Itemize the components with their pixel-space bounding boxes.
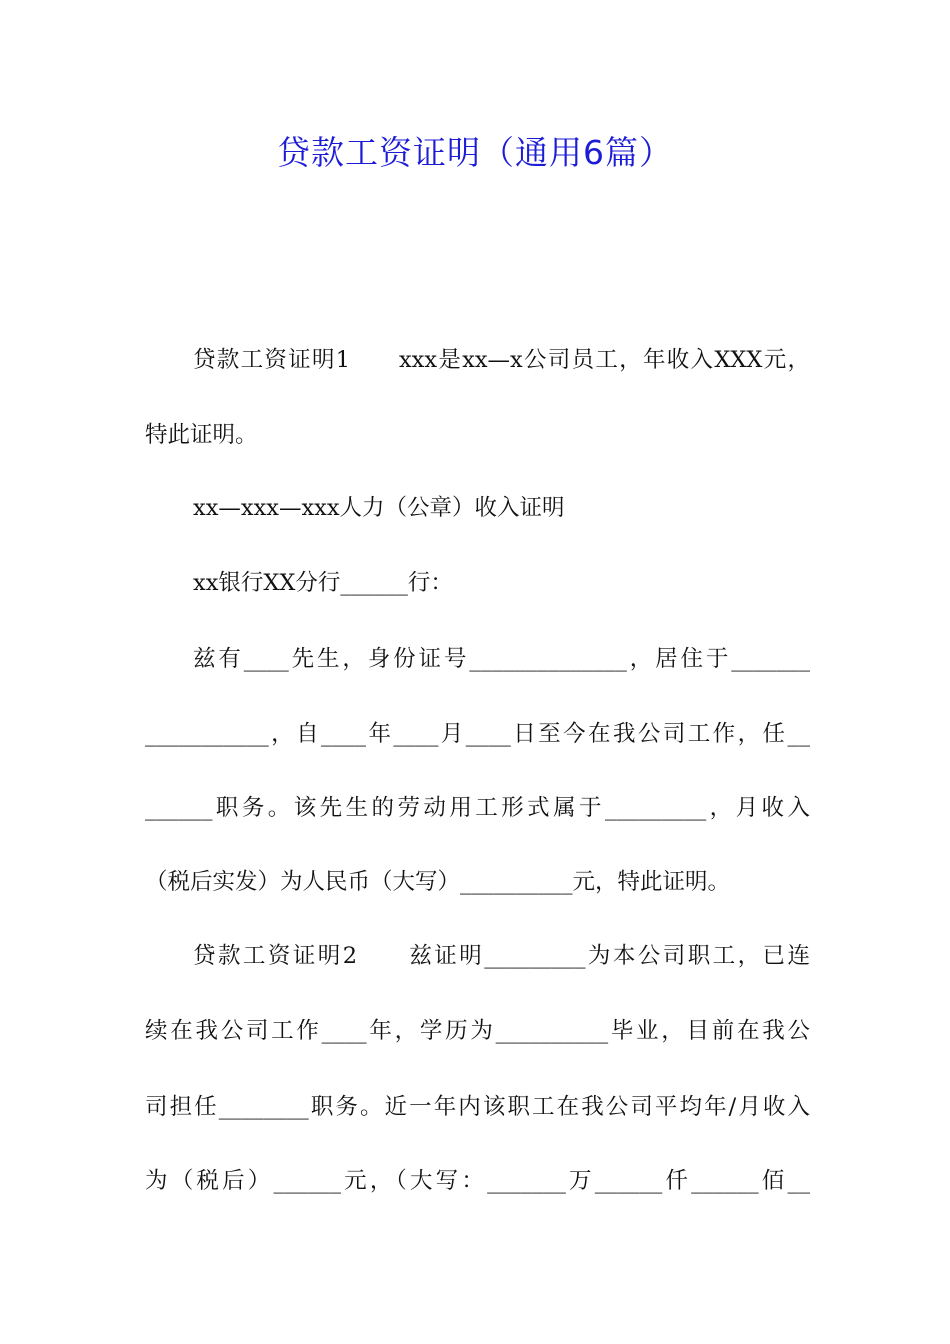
paragraph-line: 司担任________职务。近一年内该职工在我公司平均年/月收入: [145, 1094, 810, 1120]
paragraph-line: xx—xxx—xxx人力（公章）收入证明: [193, 495, 565, 521]
paragraph-line: 特此证明。: [145, 422, 258, 448]
paragraph-line: xx银行XX分行______行：: [193, 570, 453, 596]
paragraph-line: 兹有____先生，身份证号______________，居住于_______: [193, 646, 810, 672]
paragraph-line: ______职务。该先生的劳动用工形式属于_________，月收入: [145, 795, 810, 821]
paragraph-line: 为（税后）______元，（大写：_______万______仟______佰__: [145, 1168, 810, 1194]
paragraph-line: 续在我公司工作____年，学历为__________毕业，目前在我公: [145, 1018, 810, 1044]
paragraph-line: 贷款工资证明2 兹证明_________为本公司职工，已连: [193, 943, 810, 969]
paragraph-line: （税后实发）为人民币（大写）__________元，特此证明。: [145, 869, 731, 895]
document-title: 贷款工资证明（通用6篇）: [277, 133, 673, 172]
paragraph-line: ___________，自____年____月____日至今在我公司工作，任__: [145, 721, 810, 747]
paragraph-line: 贷款工资证明1 xxx是xx—x公司员工，年收入XXX元，: [193, 347, 810, 373]
